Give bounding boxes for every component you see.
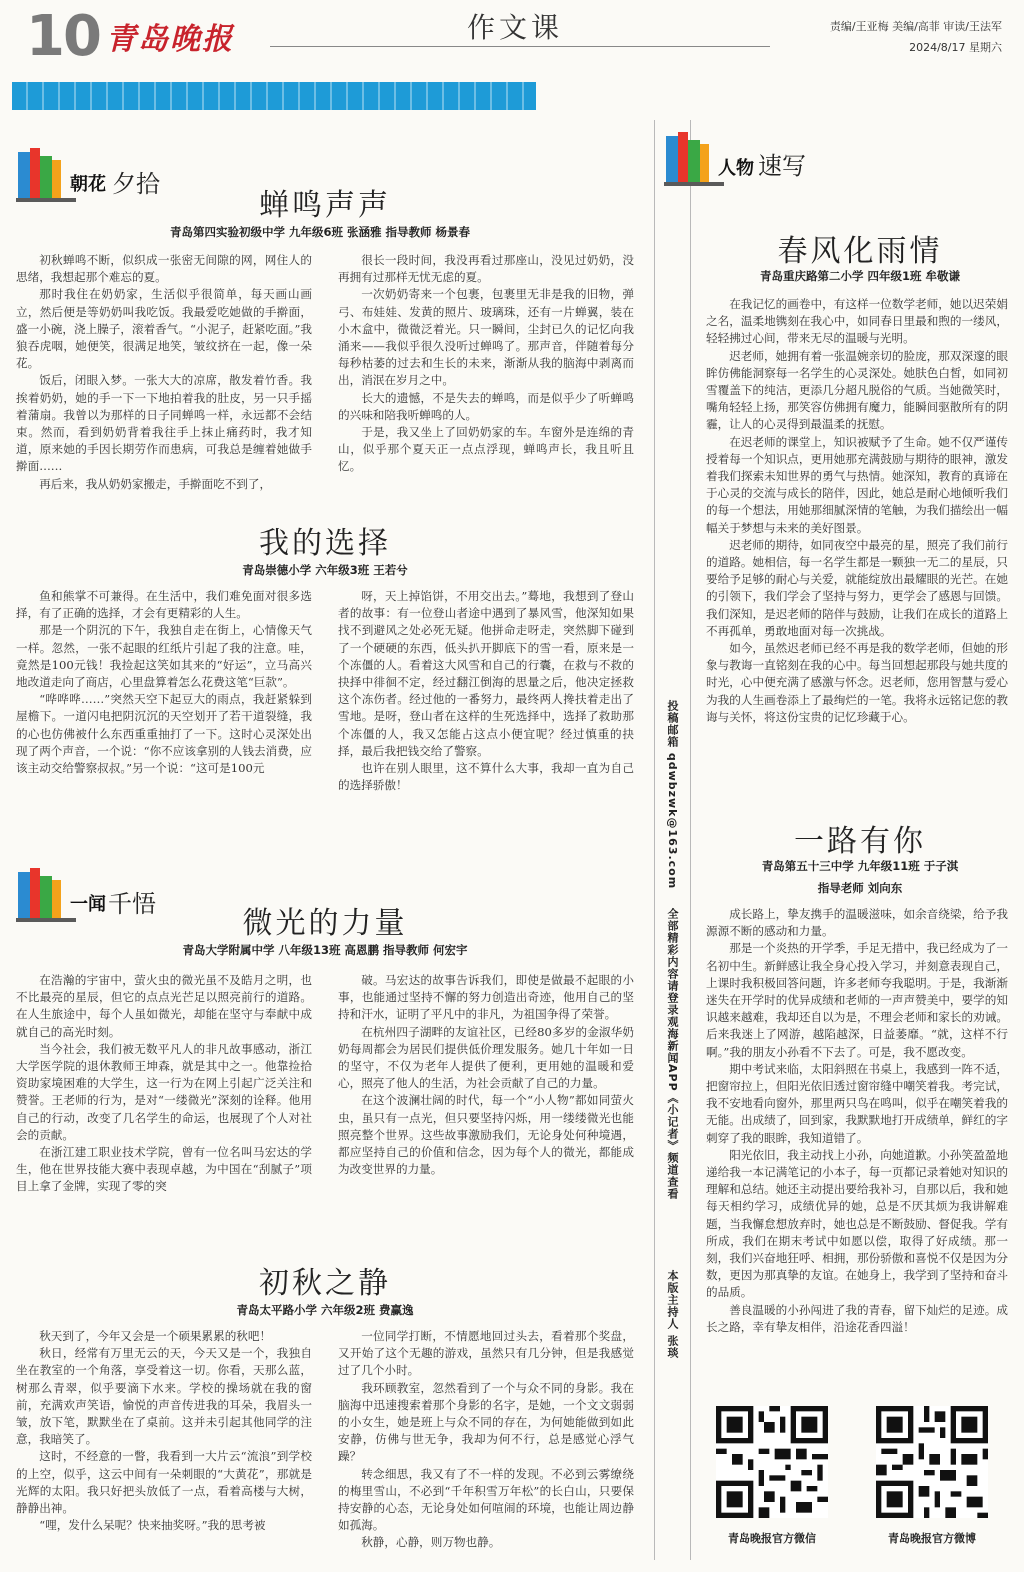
paragraph: 饭后，闭眼入梦。一张大大的凉席，散发着竹香。我挨着奶奶，她的手一下一下地拍着我的肚皮，另一只手摇着蒲扇。我曾以为那样的日子同蝉鸣一样，永远都不会结束。然而，看到奶奶背着我往手上抹止痛药时，我才知道，原来她的手因长期劳作而患病，可我总是缠着她做手擀面……	[16, 373, 312, 474]
paragraph: 很长一段时间，我没再看过那座山，没见过奶奶，没再拥有过那样无忧无虑的夏。	[338, 253, 634, 285]
paragraph: 那是一个阴沉的下午，我独自走在街上，心情像天气一样。忽然，一张不起眼的红纸片引起了我的注意。哇，竟然是100元钱！我捡起这笑如其来的“好运”，立马高兴地改道走向了商店，心里盘算着怎么花费这笔“巨款”。	[16, 623, 312, 690]
paragraph: 秋天到了，今年又会是一个硕果累累的秋吧！	[39, 1329, 272, 1343]
article-body-chuqiu-col2	[338, 1328, 634, 1564]
article-body-yilu	[706, 906, 1008, 1390]
paragraph: “哩，发什么呆呢？快来抽奖呀。”我的思考被	[39, 1518, 266, 1533]
paragraph: 在浙江建工职业技术学院，曾有一位名叫马宏达的学生，他在世界技能大赛中表现卓越，为中国在“刮腻子”项目上拿了金牌，实现了零的突	[16, 1145, 312, 1194]
paragraph: 成长路上，挚友携手的温暖滋味，如余音绕梁，给予我源源不断的感动和力量。	[706, 907, 1008, 939]
article-body-xuanze-col1	[16, 588, 312, 834]
article-byline-chanming: 青岛第四实验初级中学 九年级6班 张涵雅 指导教师 杨景春	[169, 225, 470, 239]
submission-email: 投稿邮箱 qdwbzwk@163.com	[666, 700, 679, 890]
paragraph: 再后来，我从奶奶家搬走，手擀面吃不到了，	[39, 476, 272, 491]
paragraph: 那是一个炎热的开学季，手足无措中，我已经成为了一名初中生。新鲜感让我全身心投入学习，并刻意表现自己，上课时我积极回答问题，许多老师夸我聪明。于是，我渐渐迷失在开学时的优异成绩和老师的一声声赞美中，要学的知识越来越难，我却还自以为是，不理会老师和家长的劝诫。后来我迷上了网游，越陷越深，日益萎靡。“就，这样不行啊。”我的朋友小孙看不下去了。可是，我不愿改变。	[706, 941, 1008, 1059]
newspaper-logo: 青岛晚报	[106, 22, 234, 57]
paragraph: “哗哗哗……”突然天空下起豆大的雨点，我赶紧躲到屋檐下。一道闪电把阴沉沉的天空划开了若干道裂缝，我的心也仿佛被什么东西重重抽打了一下。这时心灵深处出现了两个声音，一个说：“你不应该拿别的人钱去消费，应该主动交给警察叔叔。”另一个说：“这可是100元	[16, 692, 312, 776]
article-title-xuanze: 我的选择	[259, 526, 391, 561]
header-meta	[782, 16, 1002, 58]
wechat-qr-label: 青岛晚报官方微信	[728, 1532, 816, 1545]
article-title-chanming: 蝉鸣声声	[259, 188, 391, 223]
paragraph: 在杭州四子湖畔的友谊社区，已经80多岁的金淑华奶奶每周都会为居民们提供低价理发服务。她几十年如一日的坚守，不仅为老年人提供了便利，更用她的温暖和爱心，照亮了他人的生活，为社会贡献了自己的力量。	[338, 1024, 634, 1091]
article-title-chunfeng: 春风化雨情	[777, 234, 943, 269]
books-icon	[664, 130, 724, 186]
paragraph: 鱼和熊掌不可兼得。在生活中，我们难免面对很多选择，有了正确的选择，才会有更精彩的人生。	[16, 589, 312, 621]
decorative-band-pattern	[12, 82, 536, 110]
section-label-sub: 夕拾	[112, 170, 160, 198]
article-byline-weiguang: 青岛大学附属中学 八年级13班 高恩鹏 指导教师 何宏宇	[182, 943, 468, 957]
paragraph: 阳光依旧，我主动找上小孙，向她道歉。小孙笑盈盈地递给我一本记满笔记的小本子，每一页都记录着她对知识的理解和总结。她还主动提出要给我补习，自那以后，我和她每天相约学习，成绩优异的她，总是不厌其烦为我讲解难题，当我懈怠想放弃时，她也总是不断鼓励、督促我。学有所成，我们在期末考试中如愿以偿，取得了好成绩。那一刻，我们兴奋地狂呼、相拥，那份骄傲和喜悦不仅是因为分数，更因为那真挚的友谊。在她身上，我学到了坚持和奋斗的品质。	[706, 1147, 1008, 1300]
paragraph: 初秋蝉鸣不断，似织成一张密无间隙的网，网住人的思绪，我想起那个难忘的夏。	[16, 253, 312, 285]
app-notice: 全部精彩内容请登录观海新闻APP《小记者》频道查看	[666, 908, 679, 1200]
paragraph: 迟老师，她拥有着一张温婉亲切的脸庞，那双深邃的眼眸仿佛能洞察每一名学生的心灵深处。她肤色白皙，如同初雪覆盖下的纯洁，更添几分超凡脱俗的气质。当她微笑时，嘴角轻轻上扬，那笑容仿佛拥有魔力，能瞬间驱散所有的阴霾，让人的心灵得到最温柔的抚慰。	[706, 348, 1008, 432]
staff-credits: 责编/王亚梅 美编/高菲 审读/王法军	[829, 20, 1002, 33]
paragraph: 转念细思，我又有了不一样的发现。不必到云雾缭绕的梅里雪山，不必到“千年积雪万年松”的长白山，只要保持安静的心态，无论身处如何喧闹的环境，也能让周边静如孤海。	[338, 1466, 634, 1533]
article-byline-chuqiu: 青岛太平路小学 六年级2班 费赢逸	[236, 1303, 414, 1317]
paragraph: 这时，不经意的一瞥，我看到一大片云“流浪”到学校的上空，似乎，这云中间有一朵刺眼的“大黄花”，那就是光辉的太阳。我只好把头放低了一点，看着高楼与大树，静静出神。	[16, 1449, 312, 1516]
paragraph: 在这个波澜壮阔的时代，每一个“小人物”都如同萤火虫，虽只有一点光，但只要坚持闪烁，用一缕缕微光也能照亮整个世界。这些故事激励我们，无论身处何种境遇，都应坚持自己的价值和信念，因为每个人的微光，都能成为改变世界的力量。	[338, 1093, 634, 1177]
paragraph: 于是，我又坐上了回奶奶家的车。车窗外是连绵的青山，似乎那个夏天正一点点浮现，蝉鸣声长，我且听且忆。	[338, 425, 634, 474]
paragraph: 善良温暖的小孙闯进了我的青春，留下灿烂的足迹。成长之路，幸有挚友相伴，沿途花香四溢！	[706, 1302, 1008, 1334]
section-label-main: 朝花	[70, 174, 106, 195]
books-icon	[16, 866, 76, 922]
section-label-sub: 千悟	[108, 890, 156, 918]
article-title-chuqiu: 初秋之静	[259, 1266, 391, 1301]
article-title-weiguang: 微光的力量	[242, 906, 408, 941]
paragraph: 秋日，经常有万里无云的天，今天又是一个，我独自坐在教室的一个角落，享受着这一切。你看，天那么蓝，树那么青翠，似乎要滴下水来。学校的操场就在我的窗前，充满欢声笑语，愉悦的声音传进我的耳朵，我眉头一皱，放下笔，默默坐在了桌前。这并未引起其他同学的注意，我暗笑了。	[16, 1346, 312, 1447]
books-icon	[16, 146, 76, 202]
paragraph: 也许在别人眼里，这不算什么大事，我却一直为自己的选择骄傲！	[338, 761, 634, 793]
article-title-yilu: 一路有你	[794, 824, 926, 859]
section-label-main: 一闻	[70, 894, 106, 915]
page-number: 10	[26, 4, 100, 69]
paragraph: 迟老师的期待，如同夜空中最亮的星，照亮了我们前行的道路。她相信，每一名学生都是一颗独一无二的星辰，只要给予足够的耐心与关爱，就能绽放出最耀眼的光芒。在她的引领下，我们学会了坚持与努力，更学会了感恩与回馈。我们深知，是迟老师的陪伴与鼓励，让我们在成长的道路上不再孤单，勇敢地面对每一次挑战。	[706, 537, 1008, 638]
article-byline-xuanze: 青岛崇德小学 六年级3班 王若兮	[242, 563, 408, 577]
paragraph: 在迟老师的课堂上，知识被赋予了生命。她不仅严谨传授着每一个知识点，更用她那充满鼓励与期待的眼神，激发着我们探索未知世界的勇气与热情。她深知，教育的真谛在于心灵的交流与成长的陪伴，因此，她总是耐心地倾听我们的每一个想法，用她那细腻深情的笔触，为我们描绘出一幅幅关于梦想与未来的美好图景。	[706, 434, 1008, 535]
wechat-qr-code[interactable]	[716, 1406, 828, 1518]
paragraph: 在浩瀚的宇宙中，萤火虫的微光虽不及皓月之明，也不比最亮的星辰，但它的点点光芒足以照亮前行的道路。在人生旅途中，每个人虽如微光，却能在坚守与奉献中成就自己的高光时刻。	[16, 973, 312, 1039]
article-body-weiguang-col2	[338, 972, 634, 1230]
paragraph: 我环顾教室，忽然看到了一个与众不同的身影。我在脑海中迅速搜索着那个身影的名字，是她，一个文文弱弱的小女生，她是班上与众不同的存在，为何她能做到如此安静，仿佛与世无争，我却为何不行，总是感觉心浮气躁？	[338, 1380, 634, 1464]
article-byline-chunfeng: 青岛重庆路第二小学 四年级1班 牟敬谦	[759, 269, 960, 283]
paragraph: 呀，天上掉馅饼，不用交出去。”蓦地，我想到了登山者的故事：有一位登山者途中遇到了暴风雪，他深知如果找不到避风之处必死无疑。他拼命走呀走，突然脚下碰到了一个硬硬的东西，低头扒开脚底下的雪一看，原来是一个冻僵的人。看着这大风雪和自己的行囊，在救与不救的抉择中徘徊不定，经过翻江倒海的思量之后，他决定拯救这个冻伤者。经过他的一番努力，最终两人搀扶着走出了雪地。是呀，登山者在这样的生死选择中，选择了救助那个冻僵的人，我又怎能占这点小便宜呢？经过慎重的抉择，最后我把钱交给了警察。	[338, 589, 634, 758]
paragraph: 一次奶奶寄来一个包裹，包裹里无非是我的旧物，弹弓、布娃娃、发黄的照片、玻璃珠，还有一片蝉翼，装在小木盒中，微微泛着光。只一瞬间，尘封已久的记忆向我涌来——我似乎很久没听过蝉鸣了。那声音，伴随着每分每秒枯萎的过去和生长的未来，渐渐从我的脑海中剥离而出，消泯在岁月之中。	[338, 287, 634, 388]
weibo-qr-code[interactable]	[876, 1406, 988, 1518]
column-divider	[654, 120, 655, 1560]
paragraph: 一位同学打断，不情愿地回过头去，看着那个奖盘，又开始了这个无趣的游戏，虽然只有几分钟，但是我感觉过了几个小时。	[338, 1329, 634, 1378]
column-divider	[690, 120, 691, 1560]
article-byline-yilu: 青岛第五十三中学 九年级11班 于子淇	[761, 859, 959, 873]
issue-date: 2024/8/17 星期六	[909, 41, 1002, 54]
article-teacher-yilu: 指导老师 刘向东	[817, 881, 903, 895]
paragraph: 期中考试来临，太阳斜照在书桌上，我感到一阵不适，把窗帘拉上，但阳光依旧透过窗帘缝中嘲笑着我。考完试，我不安地看向窗外，那里两只鸟在鸣叫，似乎在嘲笑着我的无能。出成绩了，回到家，我默默地打开成绩单，鲜红的字刺穿了我的眼眸，我知道错了。	[706, 1061, 1008, 1145]
page-host: 本版主持人 张琰	[666, 1270, 679, 1359]
article-body-chuqiu-col1	[16, 1328, 312, 1564]
paragraph: 破。马宏达的故事告诉我们，即使是做最不起眼的小事，也能通过坚持不懈的努力创造出奇迹，他用自己的坚持和汗水，证明了平凡中的非凡，为祖国争得了荣誉。	[338, 973, 634, 1022]
weibo-qr-label: 青岛晚报官方微博	[888, 1532, 976, 1545]
paragraph: 当今社会，我们被无数平凡人的非凡故事感动，浙江大学医学院的退休教师王坤森，就是其中之一。他靠捡拾资助家境困难的大学生，这一行为在网上引起广泛关注和赞誉。王老师的行为，是对“一缕微光”深刻的诠释。他用自己的行动，改变了几名学生的命运，也展现了个人对社会的贡献。	[16, 1041, 312, 1142]
header-rule	[270, 46, 770, 47]
paragraph: 如今，虽然迟老师已经不再是我的数学老师，但她的形象与教诲一直铭刻在我的心中。每当回想起那段与她共度的时光，心中便充满了感激与怀念。迟老师，您用智慧与爱心为我的人生画卷添上了最绚烂的一笔。我将永远铭记您的教诲与关怀，将这份宝贵的记忆珍藏于心。	[706, 641, 1008, 724]
paragraph: 在我记忆的画卷中，有这样一位数学老师，她以迟荣娟之名，温柔地镌刻在我心中，如同春日里最和煦的一缕风，轻轻拂过心间，带来无尽的温暖与光明。	[706, 297, 1008, 346]
section-label-main: 人物	[718, 158, 754, 179]
article-body-xuanze-col2	[338, 588, 634, 834]
column-title: 作文课	[466, 11, 563, 44]
article-body-chanming-col2	[338, 252, 634, 496]
article-body-chanming-col1	[16, 252, 312, 496]
article-body-chunfeng	[706, 296, 1008, 802]
article-body-weiguang-col1	[16, 972, 312, 1230]
paragraph: 长大的遗憾，不是失去的蝉鸣，而是似乎少了听蝉鸣的兴味和陪我听蝉鸣的人。	[338, 390, 634, 422]
section-label-sub: 速写	[758, 152, 806, 180]
paragraph: 秋静，心静，则万物也静。	[361, 1535, 501, 1550]
paragraph: 那时我住在奶奶家，生活似乎很简单，每天画山画立，然后便是等奶奶叫我吃饭。我最爱吃她做的手擀面，盛一小碗，浇上臊子，滚着香气。“小泥子，赶紧吃面。”我狼吞虎咽，她便笑，很满足地笑，皱纹挤在一起，像一朵花。	[16, 287, 312, 371]
